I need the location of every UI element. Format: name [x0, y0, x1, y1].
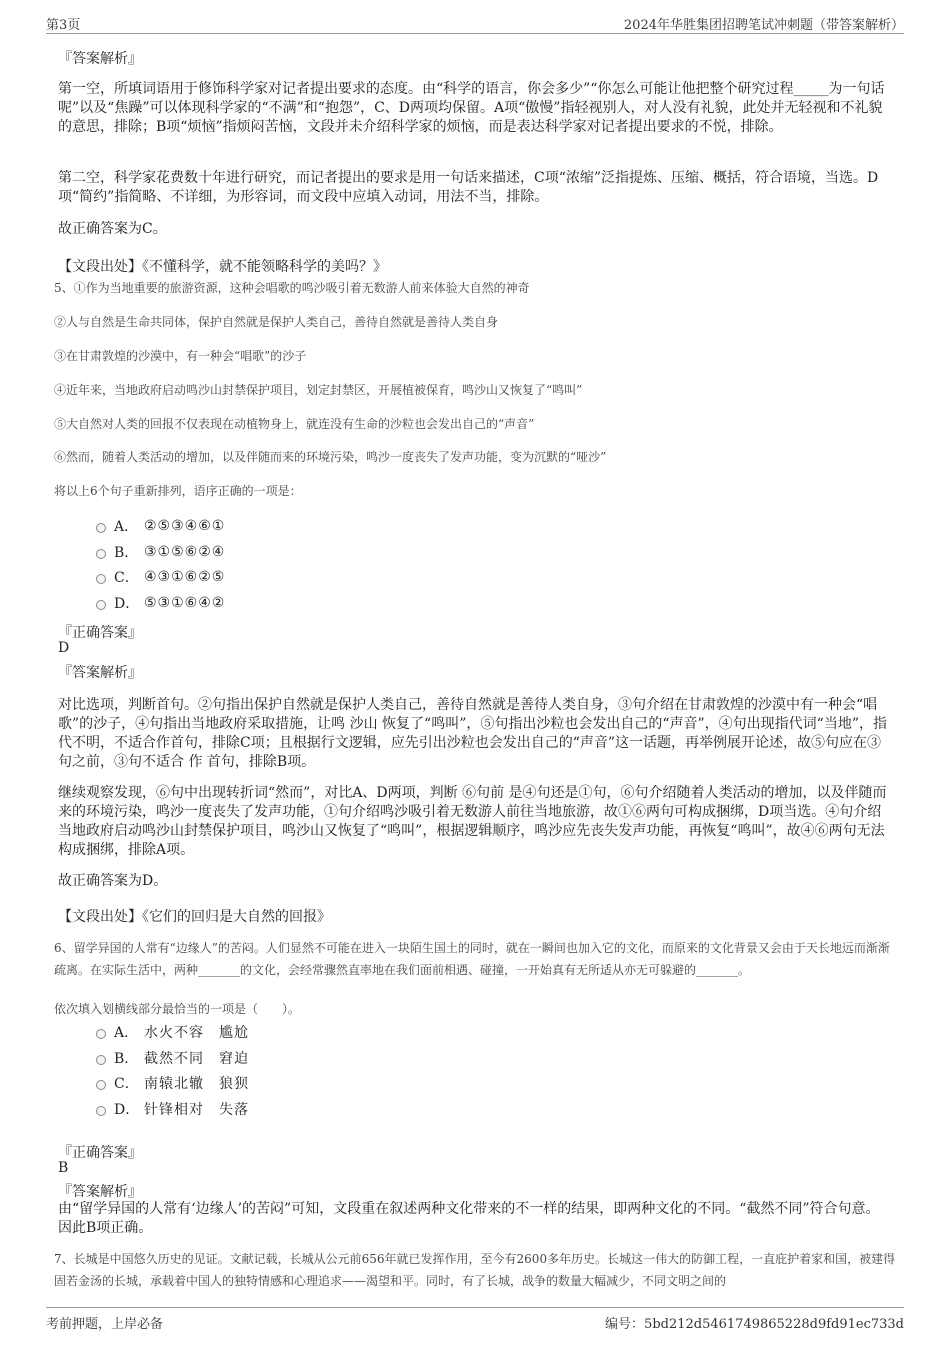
q5-sentence-1: 5、①作为当地重要的旅游资源，这种会唱歌的鸣沙吸引着无数游人前来体验大自然的神奇	[54, 281, 530, 295]
q6-analysis-para1: 由“留学异国的人常有‘边缘人’的苦闷”可知，文段重在叙述两种文化带来的不一样的结果，即两种文化的不同。“截然不同”符合句意。因此B项正确。	[58, 1201, 880, 1236]
option-label: A．	[114, 519, 139, 535]
q6-option-b[interactable]	[96, 1048, 249, 1068]
q5-sentence-6: ⑥然而，随着人类活动的增加，以及伴随而来的环境污染，鸣沙一度丧失了发声功能，变为沉默的“哑沙”	[54, 450, 607, 464]
q4-analysis-label: 『答案解析』	[58, 51, 142, 67]
document-id: 编号：5bd212d5461749865228d9fd91ec733d	[605, 1317, 904, 1332]
q6-analysis-label: 『答案解析』	[58, 1184, 142, 1200]
radio-icon[interactable]	[96, 549, 106, 559]
radio-icon[interactable]	[96, 1029, 106, 1039]
option-text: 针锋相对 失落	[144, 1102, 249, 1118]
q5-sentence-3: ③在甘肃敦煌的沙漠中，有一种会“唱歌”的沙子	[54, 349, 307, 363]
option-label: D．	[114, 1102, 140, 1118]
q5-option-d[interactable]	[96, 593, 225, 613]
radio-icon[interactable]	[96, 600, 106, 610]
header-divider	[46, 33, 904, 34]
q5-answer-label: 『正确答案』	[58, 625, 142, 641]
option-text: ④③①⑥②⑤	[144, 569, 226, 585]
option-label: B．	[114, 545, 139, 561]
footer-divider	[46, 1307, 904, 1308]
radio-icon[interactable]	[96, 1080, 106, 1090]
option-label: C．	[114, 1076, 139, 1092]
q5-analysis-label: 『答案解析』	[58, 665, 142, 681]
q6-answer-label: 『正确答案』	[58, 1145, 142, 1161]
q6-prompt: 依次填入划横线部分最恰当的一项是（ ）。	[54, 1002, 301, 1016]
q6-option-c[interactable]	[96, 1073, 249, 1093]
q7-stem: 7、长城是中国悠久历史的见证。文献记载，长城从公元前656年就已发挥作用，至今有2600多年历史。长城这一伟大的防御工程，一直庇护着家和国，被建得固若金汤的长城，承载着中国人的独特情感和心理追求——渴望和平。同时，有了长城，战争的数量大幅减少，不同文明之间的	[54, 1252, 896, 1288]
q6-option-a[interactable]	[96, 1022, 249, 1042]
q5-analysis-para1: 对比选项，判断首句。②句指出保护自然就是保护人类自己，善待自然就是善待人类自身，③句介绍在甘肃敦煌的沙漠中有一种会“唱歌”的沙子，④句指出当地政府采取措施，让鸣 沙山 恢复了“鸣叫”，⑤句指出沙粒也会发出自己的“声音”，④句出现指代词“当地”，指代不明，不适合作首句，排除C项；且根据行文逻辑，应先引出沙粒也会发出自己的“声音”这一话题，再举例展开论述，故⑤句应在③句之前，③句不适合 作 首句，排除B项。	[58, 697, 887, 770]
radio-icon[interactable]	[96, 523, 106, 533]
page-number: 第3页	[46, 18, 81, 33]
option-text: ③①⑤⑥②④	[144, 544, 226, 560]
q4-source: 【文段出处】《不懂科学，就不能领略科学的美吗？》	[58, 259, 387, 275]
option-text: ⑤③①⑥④②	[144, 595, 226, 611]
radio-icon[interactable]	[96, 574, 106, 584]
q6-option-d[interactable]	[96, 1099, 249, 1119]
q5-sentence-5: ⑤大自然对人类的回报不仅表现在动植物身上，就连没有生命的沙粒也会发出自己的“声音”	[54, 417, 535, 431]
q5-prompt: 将以上6个句子重新排列，语序正确的一项是：	[54, 484, 302, 498]
q5-option-c[interactable]	[96, 567, 225, 587]
q4-analysis-para2: 第二空，科学家花费数十年进行研究，而记者提出的要求是用一句话来描述，C项“浓缩”泛指提炼、压缩、概括，符合语境，当选。D项“简约”指简略、不详细，为形容词，而文段中应填入动词，用法不当，排除。	[58, 170, 879, 205]
document-title: 2024年华胜集团招聘笔试冲刺题（带答案解析）	[623, 18, 904, 33]
q5-conclusion: 故正确答案为D。	[58, 873, 168, 889]
q5-sentence-4: ④近年来，当地政府启动鸣沙山封禁保护项目，划定封禁区，开展植被保育，鸣沙山又恢复了“鸣叫”	[54, 383, 583, 397]
q5-analysis-para2: 继续观察发现，⑥句中出现转折词“然而”，对比A、D两项，判断 ⑥句前 是④句还是①句，⑥句介绍随着人类活动的增加，以及伴随而来的环境污染，鸣沙一度丧失了发声功能，①句介绍鸣沙吸引着无数游人前往当地旅游，故①⑥两句可构成捆绑，D项当选。④句介绍当地政府启动鸣沙山封禁保护项目，鸣沙山又恢复了“鸣叫”，根据逻辑顺序，鸣沙应先丧失发声功能，再恢复“鸣叫”，故④⑥两句无法构成捆绑，排除A项。	[58, 785, 887, 858]
option-text: ②⑤③④⑥①	[144, 518, 226, 534]
option-label: C．	[114, 570, 139, 586]
option-text: 南辕北辙 狼狈	[144, 1076, 249, 1092]
radio-icon[interactable]	[96, 1055, 106, 1065]
q5-option-b[interactable]	[96, 542, 225, 562]
q4-analysis-para1: 第一空，所填词语用于修饰科学家对记者提出要求的态度。由“科学的语言，你会多少”“你怎么可能让他把整个研究过程_____为一句话呢”以及“焦躁”可以体现科学家的“不满”和“抱怨”，C、D两项均保留。A项“傲慢”指轻视别人，对人没有礼貌，此处并无轻视和不礼貌的意思，排除；B项“烦恼”指烦闷苦恼，文段并未介绍科学家的烦恼，而是表达科学家对记者提出要求的不悦，排除。	[58, 81, 885, 135]
q6-stem: 6、留学异国的人常有“边缘人”的苦闷。人们显然不可能在进入一块陌生国土的同时，就在一瞬间也加入它的文化，而原来的文化背景又会由于天长地远而渐渐疏离。在实际生活中，两种_______的文化，会经常骤然直率地在我们面前相遇、碰撞，一开始真有无所适从亦无可躲避的_______。	[54, 941, 890, 977]
radio-icon[interactable]	[96, 1106, 106, 1116]
q5-answer: D	[58, 640, 70, 656]
option-label: A．	[114, 1025, 139, 1041]
option-label: B．	[114, 1051, 139, 1067]
footer-slogan: 考前押题，上岸必备	[46, 1317, 164, 1332]
q5-source: 【文段出处】《它们的回归是大自然的回报》	[58, 909, 331, 925]
option-text: 截然不同 窘迫	[144, 1051, 249, 1067]
q5-sentence-2: ②人与自然是生命共同体，保护自然就是保护人类自己，善待自然就是善待人类自身	[54, 315, 499, 329]
option-label: D．	[114, 596, 140, 612]
q5-option-a[interactable]	[96, 516, 225, 536]
q4-conclusion: 故正确答案为C。	[58, 221, 167, 237]
q6-answer: B	[58, 1160, 69, 1176]
option-text: 水火不容 尴尬	[144, 1025, 249, 1041]
